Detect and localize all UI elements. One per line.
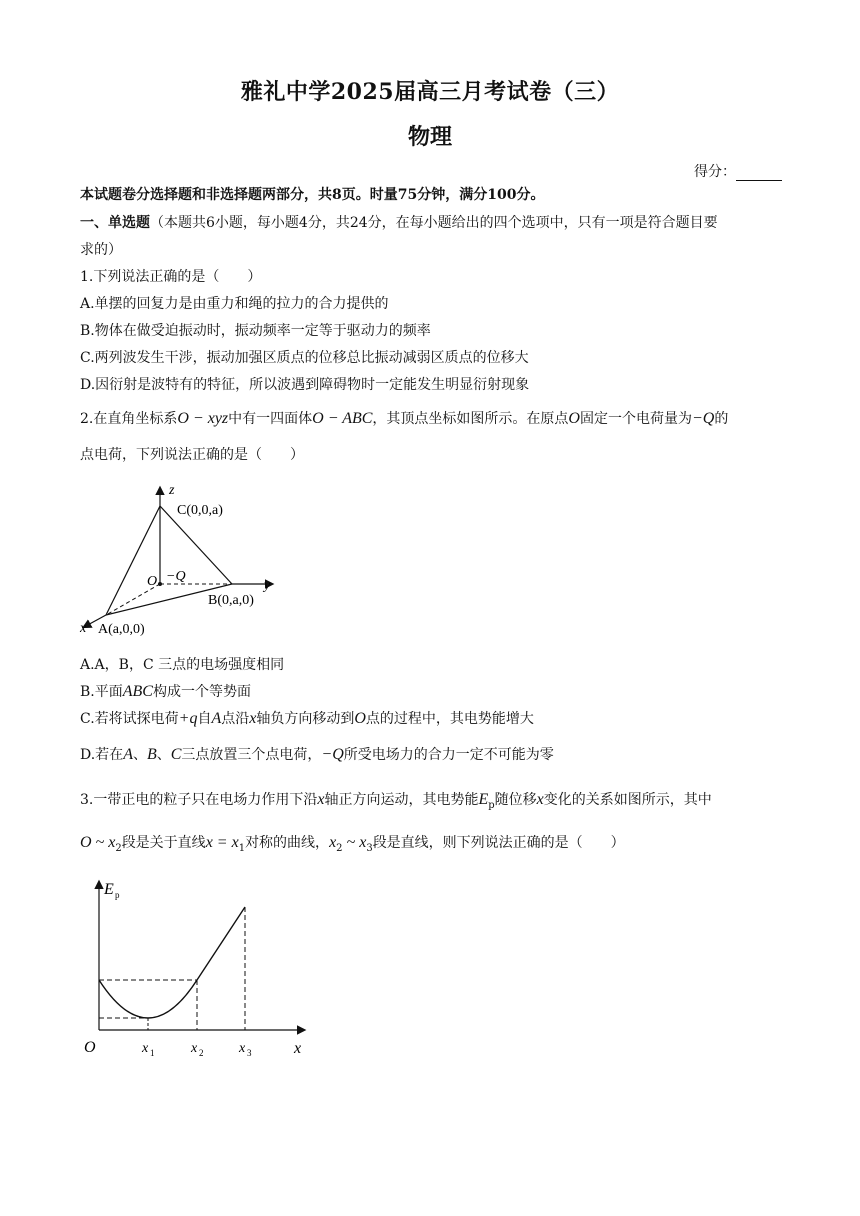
q3-x-axis: x [317, 791, 325, 808]
q3-stem-text: 轴正方向运动，其电势能 [324, 792, 479, 808]
exam-title: 雅礼中学2025届高三月考试卷（三） [240, 79, 620, 105]
tetrahedron-figure [76, 478, 286, 640]
q2-option-text: 轴负方向移动到 [256, 711, 355, 727]
q3-stem [80, 790, 785, 816]
q2-option-text: C.若将试探电荷 [80, 711, 179, 727]
origin-point [158, 582, 162, 586]
q1-option-d: D.因衍射是波特有的特征，所以波遇到障碍物时一定能发生明显衍射现象 [80, 377, 530, 393]
q3-range-x3: ~ x [342, 834, 367, 851]
section-instruction-cont: 求的） [80, 242, 122, 258]
q2-option-text: D.若在 [80, 747, 124, 763]
q2-stem-text: 的 [714, 411, 729, 427]
q2-coord-system: O − xyz [177, 410, 229, 427]
q1-stem: 1.下列说法正确的是（ ） [80, 269, 262, 285]
ep-curve-segment [99, 980, 197, 1018]
q3-ep-subscript: p [488, 799, 495, 811]
q3-subscript: 1 [238, 842, 246, 854]
q3-stem-text: 段是关于直线 [121, 835, 206, 851]
q2-option-text: 所受电场力的合力一定不可能为零 [343, 747, 554, 763]
q2-plane-abc: ABC [122, 683, 153, 700]
q2-point-c: C [170, 746, 182, 763]
q3-stem-text: 随位移 [494, 792, 537, 808]
section-heading: 一、单选题 [80, 215, 150, 231]
q2-point-o: O [354, 710, 366, 727]
q3-subscript: 2 [336, 842, 343, 854]
q3-stem-text: 对称的曲线， [245, 835, 330, 851]
q2-point-a: A [123, 746, 133, 763]
q2-point-a: A [211, 710, 222, 727]
q2-test-charge: +q [178, 710, 198, 727]
q2-option-d [80, 745, 785, 765]
q3-stem-line2 [80, 833, 785, 859]
q2-option-text: 点的过程中，其电势能增大 [365, 711, 534, 727]
q2-option-a: A.A，B，C 三点的电场强度相同 [80, 657, 285, 673]
ep-x-graph [76, 872, 316, 1062]
point-a-label: A(a,0,0) [98, 622, 145, 637]
y-axis-label: y [264, 578, 271, 593]
ep-line-segment [197, 907, 245, 980]
q2-option-text: 点沿 [221, 711, 250, 727]
x-axis-label: x [80, 621, 87, 636]
q2-option-text: 自 [197, 711, 212, 727]
q2-stem [80, 409, 785, 429]
q2-option-text: 构成一个等势面 [152, 684, 251, 700]
q1-option-b: B.物体在做受迫振动时，振动频率一定等于驱动力的频率 [80, 323, 431, 339]
q3-range-0-x2: O ~ x [80, 834, 116, 851]
point-o-label: O [147, 574, 158, 589]
tick-x2-label: x [191, 1041, 198, 1056]
q3-symmetry-line: x = x [205, 834, 239, 851]
x-axis-label: x [294, 1040, 302, 1057]
q3-range-x2: x [329, 834, 337, 851]
q1-option-a: A.单摆的回复力是由重力和绳的拉力的合力提供的 [80, 296, 389, 312]
score-field [694, 161, 782, 181]
q2-option-b [80, 682, 785, 702]
tick-x3-subscript: 3 [247, 1048, 252, 1058]
tick-x1-subscript: 1 [150, 1048, 155, 1058]
q2-charge: −Q [691, 410, 715, 427]
q3-stem-text: 变化的关系如图所示，其中 [543, 792, 712, 808]
q3-ep-symbol: E [478, 791, 489, 808]
q3-subscript: 2 [115, 842, 122, 854]
origin-label: O [84, 1039, 96, 1056]
tick-x3-label: x [239, 1041, 246, 1056]
q2-option-text: 三点放置三个点电荷， [181, 747, 322, 763]
section-instruction: （本题共6小题，每小题4分，共24分，在每小题给出的四个选项中，只有一项是符合题目要 [150, 215, 718, 231]
q2-option-text: 、 [156, 747, 171, 763]
ep-axis-subscript: p [115, 890, 120, 900]
subject-title: 物理 [407, 124, 452, 150]
q2-stem-text: 固定一个电荷量为 [579, 411, 692, 427]
score-blank[interactable] [736, 166, 782, 181]
q2-origin: O [568, 410, 580, 427]
ep-axis-label: E [104, 881, 114, 898]
point-b-label: B(0,a,0) [208, 593, 254, 608]
tick-x1-label: x [142, 1041, 149, 1056]
q2-x-axis: x [249, 710, 257, 727]
q2-charge: −Q [321, 746, 344, 763]
q3-stem-text: 段是直线，则下列说法正确的是（ ） [372, 835, 625, 851]
q2-stem-text: 2.在直角坐标系 [80, 411, 178, 427]
q2-option-text: B.平面 [80, 684, 123, 700]
tick-x2-subscript: 2 [199, 1048, 204, 1058]
q2-option-c [80, 709, 785, 729]
q3-stem-text: 3.一带正电的粒子只在电场力作用下沿 [80, 792, 318, 808]
q2-stem-text: 中有一四面体 [228, 411, 313, 427]
z-axis-label: z [169, 483, 175, 498]
point-c-label: C(0,0,a) [177, 503, 223, 518]
q2-option-text: 、 [132, 747, 147, 763]
exam-intro: 本试题卷分选择题和非选择题两部分，共8页。时量75分钟，满分100分。 [80, 187, 545, 203]
q2-point-b: B [146, 746, 157, 763]
charge-label: −Q [166, 569, 186, 584]
q2-tetrahedron: O − ABC [312, 410, 373, 427]
edge-ca [106, 506, 160, 615]
score-label: 得分： [694, 164, 736, 180]
q3-x-symbol: x [536, 791, 544, 808]
q2-stem-line2: 点电荷，下列说法正确的是（ ） [80, 447, 304, 463]
q2-stem-text: ，其顶点坐标如图所示。在原点 [372, 411, 569, 427]
q3-subscript: 3 [366, 842, 373, 854]
section-heading-line [80, 213, 785, 233]
q1-option-c: C.两列波发生干涉，振动加强区质点的位移总比振动减弱区质点的位移大 [80, 350, 529, 366]
